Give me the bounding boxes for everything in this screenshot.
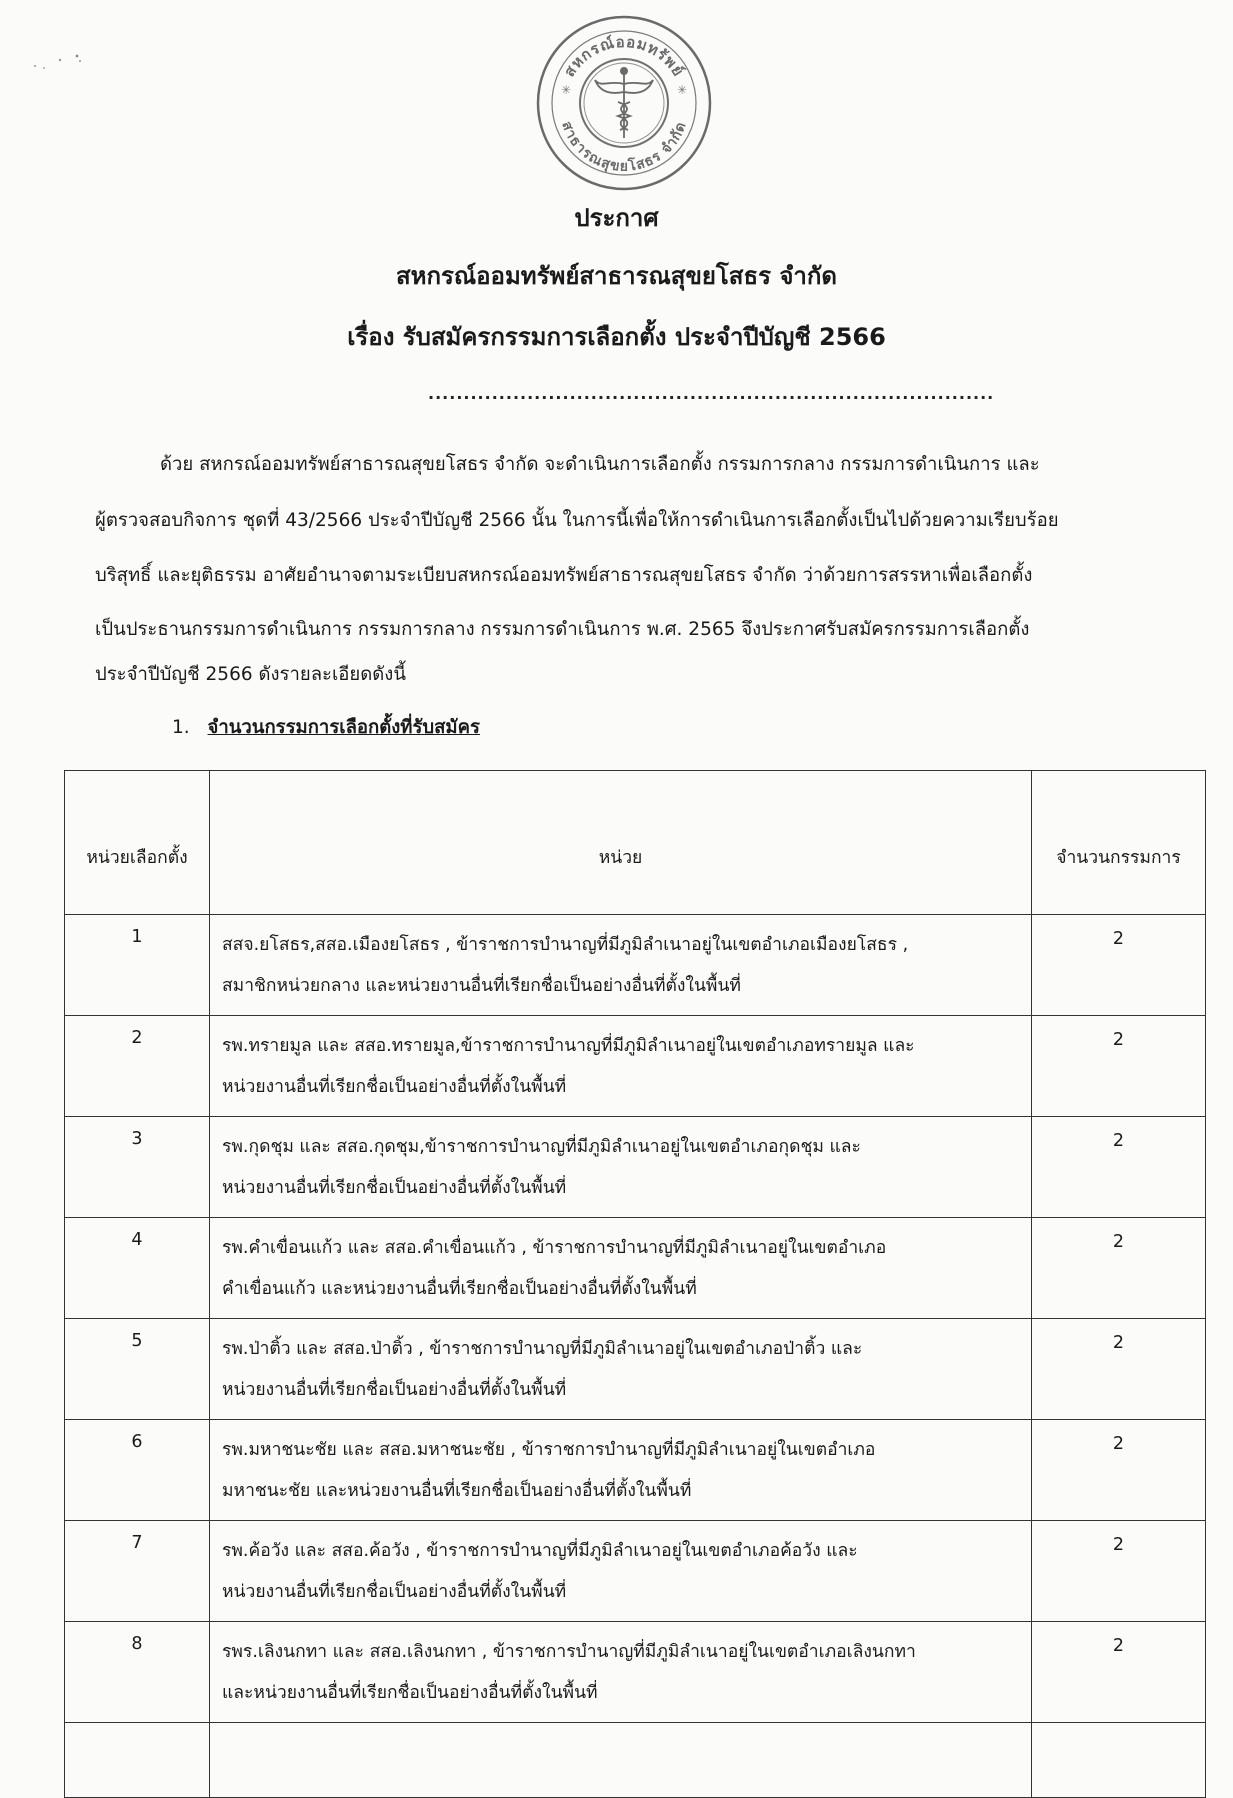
header-unit: หน่วย	[210, 771, 1032, 915]
committee-count: 2	[1032, 1117, 1206, 1218]
body-line-2: ผู้ตรวจสอบกิจการ ชุดที่ 43/2566 ประจำปีบัญชี 2566 นั้น ในการนี้เพื่อให้การดำเนินการเลือกตั้งเป็นไปด้วยความเรียบร้อย	[95, 510, 1059, 531]
unit-number: 3	[65, 1117, 210, 1218]
header-unit-no: หน่วยเลือกตั้ง	[65, 771, 210, 915]
table-row	[65, 915, 1206, 1016]
unit-description	[210, 915, 1032, 1016]
committee-count: 2	[1032, 1521, 1206, 1622]
svg-text:✳: ✳	[561, 83, 572, 97]
header-committee-count: จำนวนกรรมการ	[1032, 771, 1206, 915]
table-row	[65, 1016, 1206, 1117]
svg-text:✳: ✳	[677, 83, 688, 97]
unit-description	[210, 1420, 1032, 1521]
unit-number: 7	[65, 1521, 210, 1622]
section-number: 1.	[172, 717, 190, 738]
election-units-table	[64, 770, 1206, 1798]
unit-desc-line: หน่วยงานอื่นที่เรียกชื่อเป็นอย่างอื่นที่ตั้งในพื้นที่	[222, 1077, 567, 1097]
empty-cell	[1032, 1723, 1206, 1798]
svg-text:สาธารณสุขยโสธร จำกัด: สาธารณสุขยโสธร จำกัด	[558, 119, 690, 175]
table-row	[65, 1218, 1206, 1319]
table-header-row	[65, 771, 1206, 915]
committee-count: 2	[1032, 1420, 1206, 1521]
announcement-subject: เรื่อง รับสมัครกรรมการเลือกตั้ง ประจำปีบัญชี 2566	[347, 323, 886, 351]
scan-specks	[30, 48, 110, 78]
unit-description	[210, 1016, 1032, 1117]
dotted-separator: ................................................................................	[428, 384, 995, 403]
committee-count: 2	[1032, 1218, 1206, 1319]
section-heading-1	[172, 713, 480, 742]
unit-desc-line: รพ.ป่าติ้ว และ สสอ.ป่าติ้ว , ข้าราชการบำนาญที่มีภูมิลำเนาอยู่ในเขตอำเภอป่าติ้ว และ	[222, 1339, 863, 1359]
unit-description	[210, 1622, 1032, 1723]
body-line-1: ด้วย สหกรณ์ออมทรัพย์สาธารณสุขยโสธร จำกัด จะดำเนินการเลือกตั้ง กรรมการกลาง กรรมการดำเนินการ และ	[160, 454, 1040, 475]
body-line-3: บริสุทธิ์ และยุติธรรม อาศัยอำนาจตามระเบียบสหกรณ์ออมทรัพย์สาธารณสุขยโสธร จำกัด ว่าด้วยการสรรหาเพื่อเลือกตั้ง	[95, 565, 1033, 586]
table-row-empty	[65, 1723, 1206, 1798]
unit-desc-line: รพ.ทรายมูล และ สสอ.ทรายมูล,ข้าราชการบำนาญที่มีภูมิลำเนาอยู่ในเขตอำเภอทรายมูล และ	[222, 1036, 915, 1056]
unit-desc-line: และหน่วยงานอื่นที่เรียกชื่อเป็นอย่างอื่นที่ตั้งในพื้นที่	[222, 1683, 598, 1703]
table-row	[65, 1420, 1206, 1521]
unit-desc-line: รพร.เลิงนกทา และ สสอ.เลิงนกทา , ข้าราชการบำนาญที่มีภูมิลำเนาอยู่ในเขตอำเภอเลิงนกทา	[222, 1642, 916, 1662]
unit-description	[210, 1521, 1032, 1622]
unit-desc-line: รพ.มหาชนะชัย และ สสอ.มหาชนะชัย , ข้าราชการบำนาญที่มีภูมิลำเนาอยู่ในเขตอำเภอ	[222, 1440, 876, 1460]
announcement-title: ประกาศ	[574, 204, 659, 232]
unit-number: 5	[65, 1319, 210, 1420]
empty-cell	[65, 1723, 210, 1798]
unit-desc-line: รพ.กุดชุม และ สสอ.กุดชุม,ข้าราชการบำนาญที่มีภูมิลำเนาอยู่ในเขตอำเภอกุดชุม และ	[222, 1137, 861, 1157]
unit-number: 1	[65, 915, 210, 1016]
unit-number: 2	[65, 1016, 210, 1117]
unit-desc-line: สสจ.ยโสธร,สสอ.เมืองยโสธร , ข้าราชการบำนาญที่มีภูมิลำเนาอยู่ในเขตอำเภอเมืองยโสธร ,	[222, 935, 909, 955]
unit-desc-line: สมาชิกหน่วยกลาง และหน่วยงานอื่นที่เรียกชื่อเป็นอย่างอื่นที่ตั้งในพื้นที่	[222, 976, 741, 996]
committee-count: 2	[1032, 1622, 1206, 1723]
body-line-4: เป็นประธานกรรมการดำเนินการ กรรมการกลาง กรรมการดำเนินการ พ.ศ. 2565 จึงประกาศรับสมัครกรรมการเลือกตั้ง	[95, 619, 1030, 640]
svg-text:สหกรณ์ออมทรัพย์: สหกรณ์ออมทรัพย์	[560, 32, 688, 81]
unit-desc-line: คำเขื่อนแก้ว และหน่วยงานอื่นที่เรียกชื่อเป็นอย่างอื่นที่ตั้งในพื้นที่	[222, 1279, 697, 1299]
organization-name: สหกรณ์ออมทรัพย์สาธารณสุขยโสธร จำกัด	[395, 262, 837, 290]
cooperative-seal	[535, 14, 713, 192]
committee-count: 2	[1032, 1016, 1206, 1117]
table-row	[65, 1319, 1206, 1420]
section-title: จำนวนกรรมการเลือกตั้งที่รับสมัคร	[207, 717, 480, 738]
table-row	[65, 1622, 1206, 1723]
unit-number: 4	[65, 1218, 210, 1319]
table-row	[65, 1521, 1206, 1622]
committee-count: 2	[1032, 1319, 1206, 1420]
unit-number: 8	[65, 1622, 210, 1723]
unit-desc-line: รพ.ค้อวัง และ สสอ.ค้อวัง , ข้าราชการบำนาญที่มีภูมิลำเนาอยู่ในเขตอำเภอค้อวัง และ	[222, 1541, 858, 1561]
table-row	[65, 1117, 1206, 1218]
unit-desc-line: หน่วยงานอื่นที่เรียกชื่อเป็นอย่างอื่นที่ตั้งในพื้นที่	[222, 1178, 567, 1198]
committee-count: 2	[1032, 915, 1206, 1016]
unit-description	[210, 1319, 1032, 1420]
unit-desc-line: รพ.คำเขื่อนแก้ว และ สสอ.คำเขื่อนแก้ว , ข้าราชการบำนาญที่มีภูมิลำเนาอยู่ในเขตอำเภอ	[222, 1238, 887, 1258]
unit-desc-line: หน่วยงานอื่นที่เรียกชื่อเป็นอย่างอื่นที่ตั้งในพื้นที่	[222, 1582, 567, 1602]
unit-description	[210, 1117, 1032, 1218]
unit-description	[210, 1218, 1032, 1319]
unit-desc-line: มหาชนะชัย และหน่วยงานอื่นที่เรียกชื่อเป็นอย่างอื่นที่ตั้งในพื้นที่	[222, 1481, 692, 1501]
unit-desc-line: หน่วยงานอื่นที่เรียกชื่อเป็นอย่างอื่นที่ตั้งในพื้นที่	[222, 1380, 567, 1400]
body-line-5: ประจำปีบัญชี 2566 ดังรายละเอียดดังนี้	[95, 664, 406, 685]
unit-number: 6	[65, 1420, 210, 1521]
empty-cell	[210, 1723, 1032, 1798]
